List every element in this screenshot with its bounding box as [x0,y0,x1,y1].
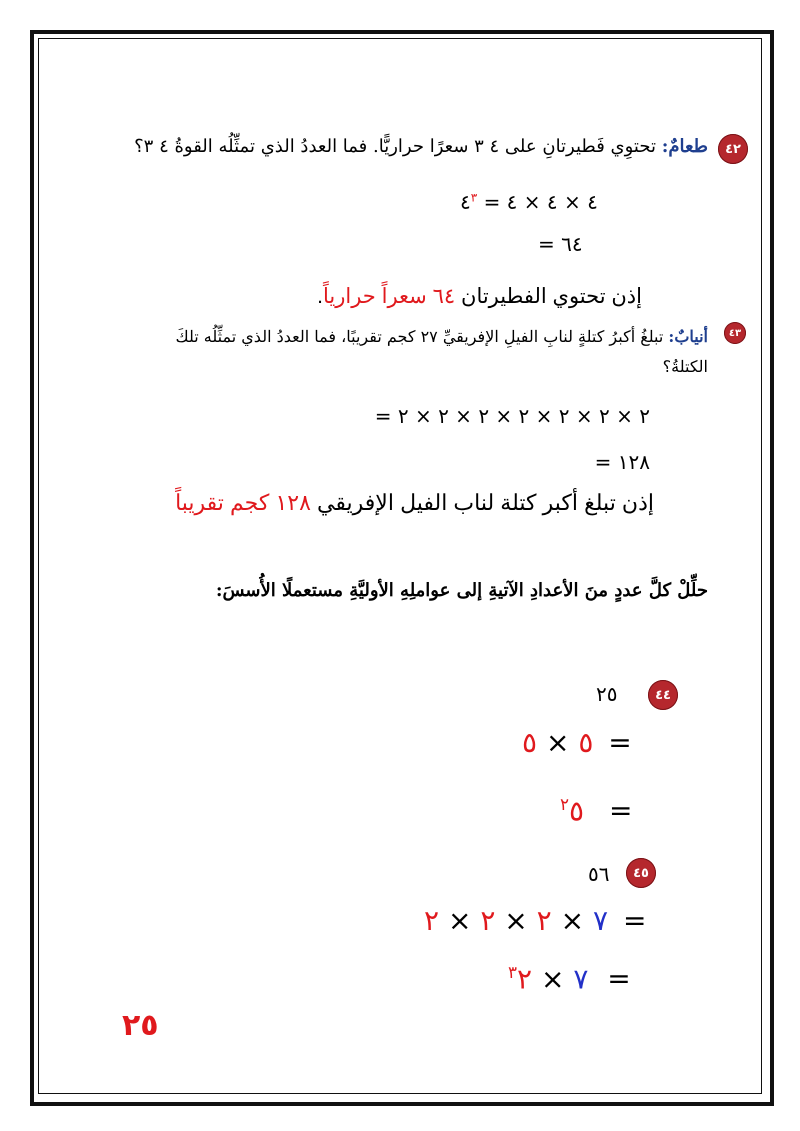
inner-border [38,38,762,1094]
problem-42-question: تحتوِي فَطيرتانِ على ٤ ٣ سعرًا حراريًّا. فما العددُ الذي تمثِّلُه القوةُ ٤ ٣؟ [134,136,656,157]
problem-43-step1: ٢ × ٢ × ٢ × ٢ × ٢ × ٢ × ٢ = [374,404,650,428]
problem-44-badge: ٤٤ [648,680,678,710]
problem-45-badge: ٤٥ [626,858,656,888]
problem-42-answer: إذن تحتوي الفطيرتان ٦٤ سعراً حرارياً. [317,285,642,308]
problem-42-step1: ٤ × ٤ × ٤ = $٤^٣$ [460,190,598,214]
problem-43-answer: إذن تبلغ أكبر كتلة لناب الفيل الإفريقي ١٢٨ كجم تقريباً [175,490,654,515]
problem-45-step2: ٧ × $^٣$٢ = [508,962,631,996]
page-number: ٢٥ [122,1008,159,1043]
problem-44-step2: $^٢$٥ = [560,794,633,828]
problem-43-question: أنيابٌ: تبلغُ أكبرُ كتلةٍ لنابِ الفيلِ الإفريقيِّ ٢٧ كجم تقريبًا، فما العددُ الذي تمثِّلُه تلكَ الكتلةُ؟ [175,327,708,376]
problem-43-step2: ١٢٨ = [594,450,650,474]
problem-45-step1: ٧ × ٢ × ٢ × ٢ = [424,904,647,937]
problem-42-question-line [134,136,708,157]
problem-45-value: ٥٦ [588,862,610,886]
problem-43-badge: ٤٣ [724,322,746,344]
problem-42-badge: ٤٢ [718,134,748,164]
problem-44-value: ٢٥ [596,682,618,706]
instruction-heading: حلِّلْ كلَّ عددٍ منَ الأعدادِ الآتيةِ إلى عواملِهِ الأوليَّةِ مستعملًا الأُسسَ: [215,580,708,601]
problem-42-step2: ٦٤ = [538,232,583,256]
problem-42-label: طعامٌ: [661,136,708,157]
problem-44-step1: ٥ × ٥ = [522,726,632,759]
